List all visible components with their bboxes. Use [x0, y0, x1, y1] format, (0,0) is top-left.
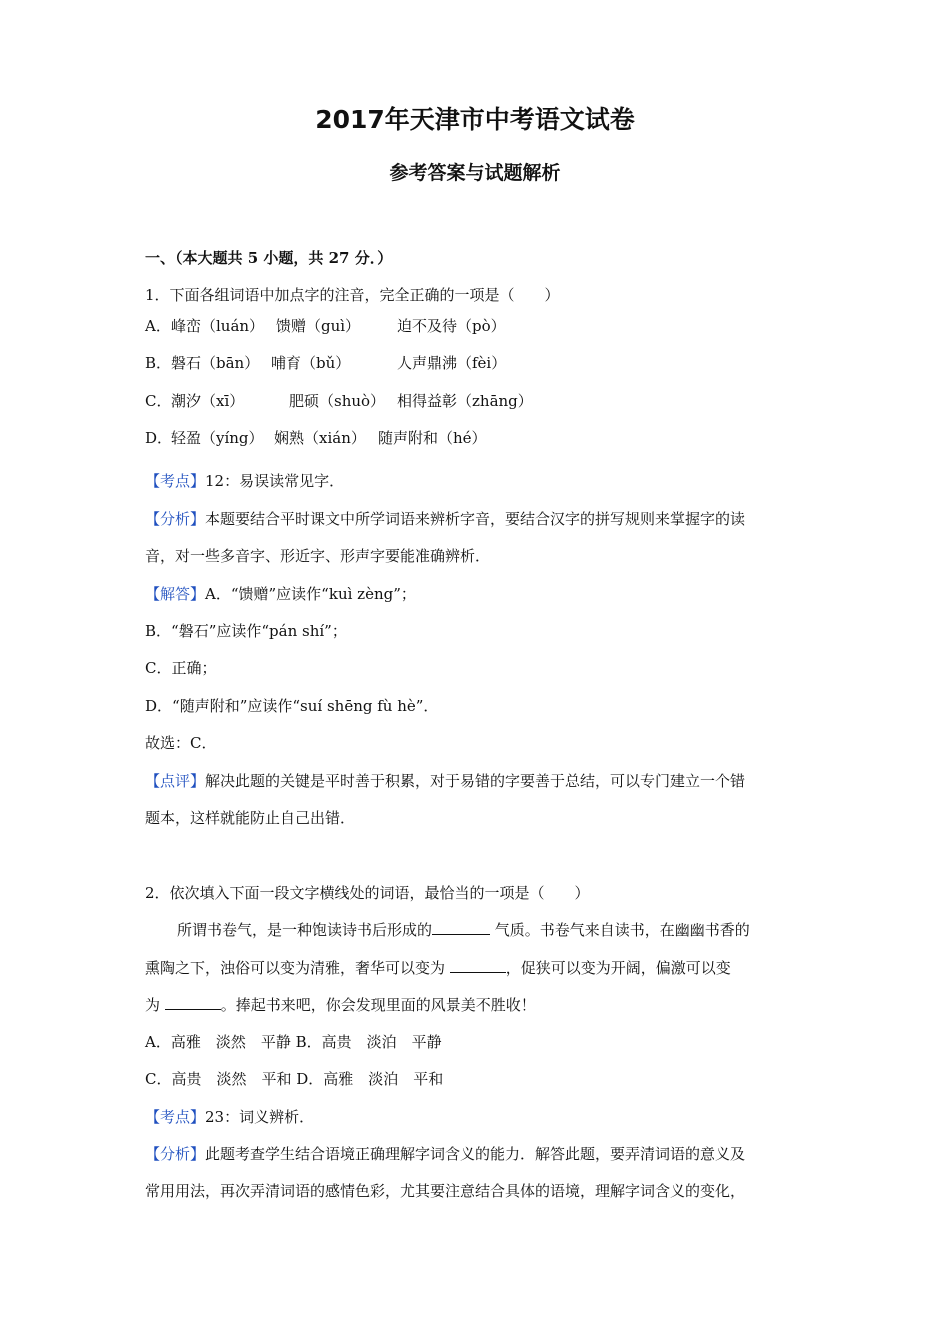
q2-options-cd: C．高贵 淡然 平和 D．高雅 淡泊 平和 [145, 1070, 444, 1088]
option-word: 随声附和（hé） [378, 429, 487, 447]
fill-blank-3 [165, 995, 221, 1010]
q1-jieda-d: D．“随声附和”应读作“suí shēng fù hè”． [145, 697, 439, 715]
jieda-text: A．“馈赠”应读作“kuì zèng”； [205, 585, 416, 603]
q1-jieda-b: B．“磐石”应读作“pán shí”； [145, 622, 347, 640]
q2-passage-line2 [145, 958, 731, 978]
option-word: 馈赠（guì） [276, 317, 361, 335]
q2-passage-line3 [145, 995, 536, 1015]
dianping-text: 解决此题的关键是平时善于积累，对于易错的字要善于总结，可以专门建立一个错 [205, 772, 746, 790]
fill-blank-2 [450, 958, 506, 973]
fenxi-text: 此题考查学生结合语境正确理解字词含义的能力．解答此题，要弄清词语的意义及 [205, 1145, 746, 1163]
q1-fenxi [145, 509, 745, 529]
q2-fenxi [145, 1144, 745, 1164]
fenxi-text: 本题要结合平时课文中所学词语来辨析字音，要结合汉字的拼写规则来掌握字的读 [205, 510, 746, 528]
q1-kaodian [145, 471, 344, 491]
q1-answer: 故选：C． [145, 734, 217, 752]
q1-fenxi-cont: 音，对一些多音字、形近字、形声字要能准确辨析． [145, 547, 491, 565]
option-word: 峰峦（luán） [171, 317, 265, 335]
kaodian-tag: 【考点】 [145, 1108, 206, 1126]
option-word: 人声鼎沸（fèi） [397, 354, 507, 372]
section-heading: 一、（本大题共 5 小题，共 27 分．） [145, 249, 393, 267]
fenxi-tag: 【分析】 [145, 510, 206, 528]
fenxi-tag: 【分析】 [145, 1145, 206, 1163]
kaodian-text: 12：易误读常见字． [205, 472, 345, 490]
q1-option-c [145, 391, 805, 413]
passage-text: 气质。书卷气来自读书，在幽幽书香的 [490, 921, 750, 939]
passage-text: ，促狭可以变为开阔，偏激可以变 [505, 959, 731, 977]
option-word: 娴熟（xián） [274, 429, 366, 447]
q2-fenxi-cont: 常用用法，再次弄清词语的感情色彩，尤其要注意结合具体的语境，理解字词含义的变化， [145, 1182, 746, 1200]
q2-kaodian [145, 1107, 314, 1127]
page-subtitle: 参考答案与试题解析 [389, 162, 561, 184]
page-title: 2017年天津市中考语文试卷 [315, 105, 635, 134]
q1-dianping-cont: 题本，这样就能防止自己出错． [145, 809, 356, 827]
passage-text: 所谓书卷气，是一种饱读诗书后形成的 [177, 921, 433, 939]
option-word: 哺育（bǔ） [271, 354, 351, 372]
option-label: B． [145, 354, 172, 372]
option-word: 相得益彰（zhāng） [397, 392, 533, 410]
option-word: 磐石（bān） [171, 354, 260, 372]
q1-jieda [145, 584, 416, 604]
jieda-tag: 【解答】 [145, 585, 206, 603]
q2-passage-line1 [177, 920, 750, 940]
passage-text: 为 [145, 996, 165, 1014]
dianping-tag: 【点评】 [145, 772, 206, 790]
q1-jieda-c: C．正确； [145, 659, 217, 677]
q1-stem: 1．下面各组词语中加点字的注音，完全正确的一项是（ ） [145, 286, 560, 304]
option-word: 迫不及待（pò） [397, 317, 506, 335]
kaodian-tag: 【考点】 [145, 472, 206, 490]
option-word: 潮汐（xī） [171, 392, 245, 410]
passage-text: 熏陶之下，浊俗可以变为清雅，奢华可以变为 [145, 959, 450, 977]
kaodian-text: 23：词义辨析． [205, 1108, 315, 1126]
q1-option-d [145, 428, 805, 450]
passage-text: 。捧起书来吧，你会发现里面的风景美不胜收！ [220, 996, 536, 1014]
option-label: A． [145, 317, 171, 335]
q1-option-a [145, 316, 805, 338]
q2-options-ab: A．高雅 淡然 平静 B．高贵 淡泊 平静 [145, 1033, 442, 1051]
fill-blank-1 [432, 920, 490, 935]
option-word: 肥硕（shuò） [289, 392, 386, 410]
q2-stem: 2．依次填入下面一段文字横线处的词语，最恰当的一项是（ ） [145, 884, 590, 902]
q1-dianping [145, 771, 745, 791]
option-word: 轻盈（yíng） [171, 429, 264, 447]
option-label: C． [145, 392, 172, 410]
option-label: D． [145, 429, 173, 447]
q1-option-b [145, 353, 805, 375]
